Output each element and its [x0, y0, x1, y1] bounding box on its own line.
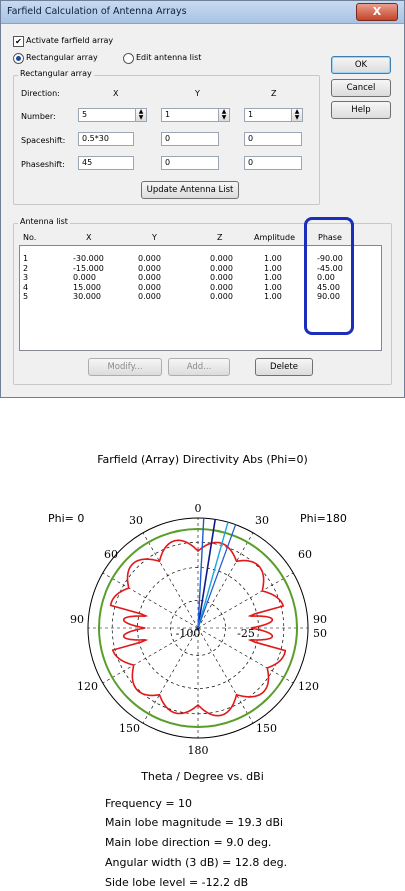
polar-plot [0, 468, 405, 768]
plot-title: Farfield (Array) Directivity Abs (Phi=0) [97, 453, 308, 466]
col-header-no: No. [23, 233, 37, 242]
col-header-amplitude: Amplitude [254, 233, 295, 242]
phi-right-label: Phi=180 [300, 512, 347, 525]
cell-y: 0.000 [138, 282, 161, 292]
cell-z: 0.000 [210, 292, 233, 301]
angle-label-r150: 150 [256, 722, 277, 735]
angle-label-r90: 90 [313, 613, 327, 626]
cell-x: -15.000 [73, 263, 104, 273]
farfield-dialog [0, 0, 405, 398]
info-main-lobe-magnitude: Main lobe magnitude = 19.3 dBi [105, 816, 284, 829]
radio-edit-antenna-list[interactable] [123, 53, 134, 64]
number-z-spinner[interactable]: ▲ ▼ [291, 108, 303, 122]
cell-amp: 1.00 [264, 254, 282, 263]
angle-label-l150: 150 [119, 722, 140, 735]
cancel-button[interactable]: Cancel [331, 79, 391, 97]
cell-amp: 1.00 [264, 282, 282, 292]
activate-label: Activate farfield array [26, 36, 114, 45]
angle-label-r120: 120 [298, 680, 319, 693]
rectangular-array-group-title: Rectangular array [20, 69, 92, 78]
phi-left-label: Phi= 0 [48, 512, 85, 525]
angle-label-r60: 60 [298, 548, 312, 561]
cell-phase: 45.00 [317, 282, 340, 292]
close-button[interactable]: X [356, 3, 398, 21]
cell-y: 0.000 [138, 263, 161, 273]
spaceshift-z-input[interactable]: 0 [244, 132, 302, 146]
angle-label-l90: 90 [70, 613, 84, 626]
cell-no: 2 [23, 263, 29, 273]
cell-amp: 1.00 [264, 263, 282, 273]
delete-button[interactable]: Delete [255, 358, 313, 376]
direction-label: Direction: [21, 89, 60, 98]
info-frequency: Frequency = 10 [105, 797, 193, 810]
plot-xlabel: Theta / Degree vs. dBi [141, 770, 264, 783]
radio-edit-label: Edit antenna list [136, 53, 202, 62]
col-header-x: X [86, 233, 92, 242]
cell-amp: 1.00 [264, 273, 282, 282]
polar-labels [48, 502, 347, 757]
axis-y-header: Y [195, 89, 200, 98]
title-bar [1, 1, 404, 24]
angle-label-l60: 60 [104, 548, 118, 561]
cell-amp: 1.00 [264, 292, 282, 301]
modify-button[interactable]: Modify... [88, 358, 162, 376]
angle-label-bottom: 180 [187, 744, 209, 757]
number-z-input[interactable]: 1 [244, 108, 292, 122]
info-main-lobe-direction: Main lobe direction = 9.0 deg. [105, 836, 272, 849]
spaceshift-label: Spaceshift: [21, 136, 66, 145]
cell-y: 0.000 [138, 254, 161, 263]
col-header-z: Z [217, 233, 223, 242]
add-button[interactable]: Add... [168, 358, 230, 376]
angle-label-r50: 50 [313, 627, 327, 640]
phase-column-highlight [304, 217, 354, 335]
cell-y: 0.000 [138, 292, 161, 301]
dialog-title: Farfield Calculation of Antenna Arrays [7, 6, 187, 17]
grid-spoke [198, 628, 253, 723]
angle-label-top: 0 [194, 502, 202, 515]
ring-label-mid: -25 [237, 627, 255, 640]
cell-z: 0.000 [210, 254, 233, 263]
grid-spoke [143, 533, 198, 628]
angle-label-l120: 120 [77, 680, 98, 693]
info-angular-width: Angular width (3 dB) = 12.8 deg. [105, 856, 288, 869]
col-header-y: Y [152, 233, 157, 242]
phaseshift-z-input[interactable]: 0 [244, 156, 302, 170]
phaseshift-x-input[interactable]: 45 [78, 156, 134, 170]
radio-rectangular-label: Rectangular array [26, 53, 98, 62]
cell-phase: -45.00 [317, 263, 343, 273]
cell-x: -30.000 [73, 254, 104, 263]
cell-y: 0.000 [138, 273, 161, 282]
info-side-lobe-level: Side lobe level = -12.2 dB [105, 876, 249, 889]
number-x-spinner[interactable]: ▲ ▼ [135, 108, 147, 122]
cell-phase: 0.00 [317, 273, 335, 282]
ring-label-inner: -100 [175, 627, 201, 640]
cell-phase: -90.00 [317, 254, 343, 263]
number-y-input[interactable]: 1 [161, 108, 219, 122]
cell-no: 5 [23, 292, 29, 301]
cell-z: 0.000 [210, 282, 233, 292]
cell-phase: 90.00 [317, 292, 340, 301]
cell-x: 15.000 [73, 282, 101, 292]
axis-z-header: Z [271, 89, 277, 98]
cell-z: 0.000 [210, 273, 233, 282]
cell-z: 0.000 [210, 263, 233, 273]
cell-x: 0.000 [73, 273, 96, 282]
cell-no: 4 [23, 282, 29, 292]
spaceshift-y-input[interactable]: 0 [161, 132, 219, 146]
antenna-list-group-title: Antenna list [20, 217, 68, 226]
activate-checkbox[interactable]: ✔ [13, 36, 24, 47]
cell-no: 3 [23, 273, 29, 282]
spaceshift-x-input[interactable]: 0.5*30 [78, 132, 134, 146]
number-x-input[interactable]: 5 [78, 108, 136, 122]
help-button[interactable]: Help [331, 101, 391, 119]
cell-x: 30.000 [73, 292, 101, 301]
phaseshift-y-input[interactable]: 0 [161, 156, 219, 170]
number-y-spinner[interactable]: ▲ ▼ [218, 108, 230, 122]
number-label: Number: [21, 112, 56, 121]
radio-rectangular-array[interactable] [13, 53, 24, 64]
angle-label-ur30: 30 [255, 514, 269, 527]
ok-button[interactable]: OK [331, 56, 391, 74]
angle-label-ul30: 30 [129, 514, 143, 527]
update-antenna-list-button[interactable]: Update Antenna List [141, 181, 239, 199]
phaseshift-label: Phaseshift: [21, 160, 65, 169]
cell-no: 1 [23, 254, 29, 263]
col-header-phase: Phase [318, 233, 342, 242]
grid-spoke [103, 573, 198, 628]
axis-x-header: X [113, 89, 119, 98]
